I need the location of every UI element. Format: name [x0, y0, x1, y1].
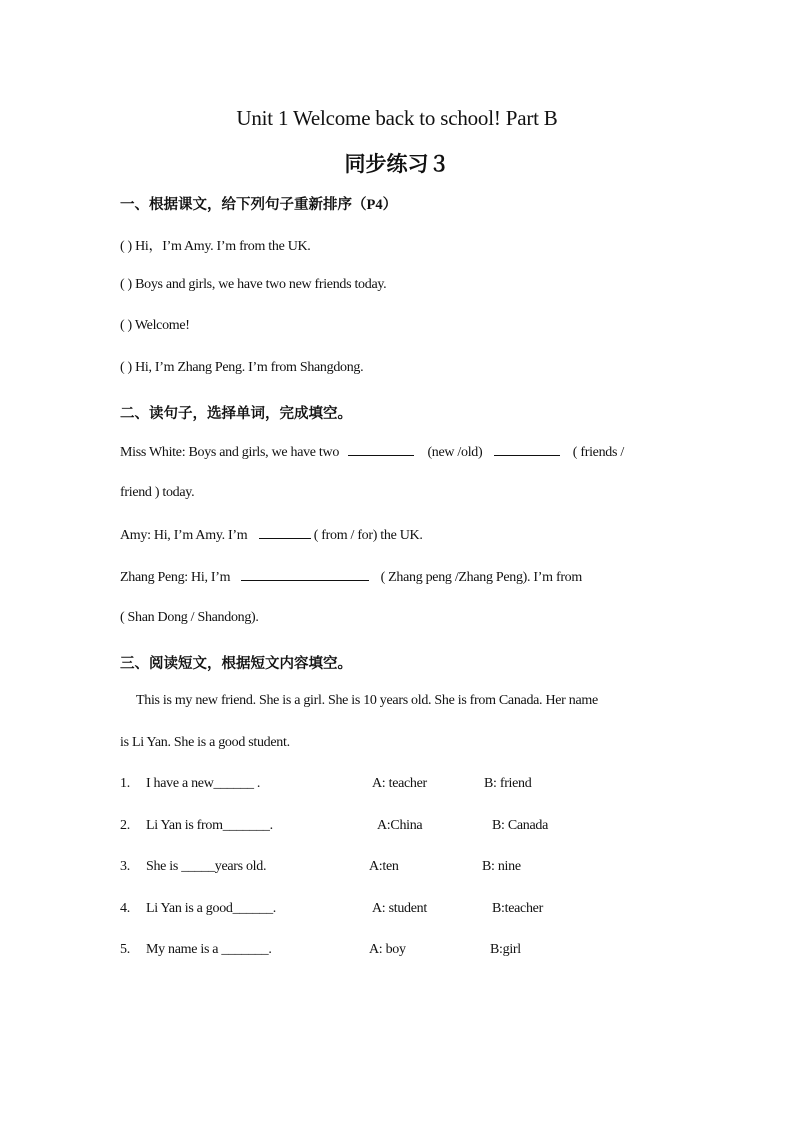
sentence-continuation: friend ) today.	[120, 485, 195, 500]
word-choice: (new /old)	[427, 445, 483, 460]
question-row	[120, 942, 272, 958]
option-b: B:teacher	[492, 901, 543, 916]
word-choice: ( from / for) the UK.	[313, 528, 423, 543]
fill-sentence-2	[120, 526, 423, 544]
question-row	[120, 901, 276, 917]
option-a: A: student	[372, 901, 427, 916]
question-number: 1.	[120, 776, 130, 791]
question-row	[120, 818, 273, 834]
question-number: 2.	[120, 818, 130, 833]
question-number: 3.	[120, 859, 130, 874]
word-choice: ( Zhang peng /Zhang Peng). I’m from	[380, 570, 582, 585]
question-row	[120, 776, 260, 792]
question-number: 4.	[120, 901, 130, 916]
answer-blank[interactable]	[259, 526, 311, 539]
question-row	[120, 859, 266, 875]
word-choice: ( friends /	[572, 445, 624, 460]
sentence-text: Zhang Peng: Hi, I’m	[120, 570, 231, 585]
fill-sentence-1	[120, 443, 624, 461]
sentence-text: Amy: Hi, I’m Amy. I’m	[120, 528, 248, 543]
question-stem: My name is a _______.	[146, 942, 272, 957]
section3-heading: 三、阅读短文，根据短文内容填空。	[120, 656, 352, 672]
option-a: A:China	[377, 818, 423, 833]
word-choice-continuation: ( Shan Dong / Shandong).	[120, 610, 259, 625]
section1-heading: 一、根据课文，给下列句子重新排序（P4）	[120, 197, 398, 213]
order-item: ( ) Boys and girls, we have two new friends today.	[120, 277, 387, 292]
question-stem: I have a new______ .	[146, 776, 261, 791]
option-a: A: teacher	[372, 776, 427, 791]
fill-sentence-3	[120, 568, 582, 586]
sentence-text: Miss White: Boys and girls, we have two	[120, 445, 340, 460]
reading-passage-line: is Li Yan. She is a good student.	[120, 735, 290, 750]
order-item: ( ) Hi，I’m Amy. I’m from the UK.	[120, 239, 311, 254]
option-a: A:ten	[369, 859, 399, 874]
order-item: ( ) Hi, I’m Zhang Peng. I’m from Shangdong.	[120, 360, 364, 375]
answer-blank[interactable]	[241, 568, 369, 581]
option-b: B: nine	[482, 859, 521, 874]
question-stem: Li Yan is a good______.	[146, 901, 276, 916]
option-b: B: friend	[484, 776, 532, 791]
section2-heading: 二、读句子，选择单词，完成填空。	[120, 406, 352, 422]
question-stem: Li Yan is from_______.	[146, 818, 273, 833]
page-subtitle: 同步练习３	[344, 152, 450, 176]
question-stem: She is _____years old.	[146, 859, 267, 874]
answer-blank[interactable]	[494, 443, 560, 456]
reading-passage-line: This is my new friend. She is a girl. She is 10 years old. She is from Canada. Her name	[136, 693, 598, 708]
option-a: A: boy	[369, 942, 406, 957]
option-b: B: Canada	[492, 818, 549, 833]
question-number: 5.	[120, 942, 130, 957]
page-title: Unit 1 Welcome back to school! Part B	[236, 106, 558, 130]
order-item: ( ) Welcome!	[120, 318, 190, 333]
option-b: B:girl	[490, 942, 521, 957]
answer-blank[interactable]	[348, 443, 414, 456]
